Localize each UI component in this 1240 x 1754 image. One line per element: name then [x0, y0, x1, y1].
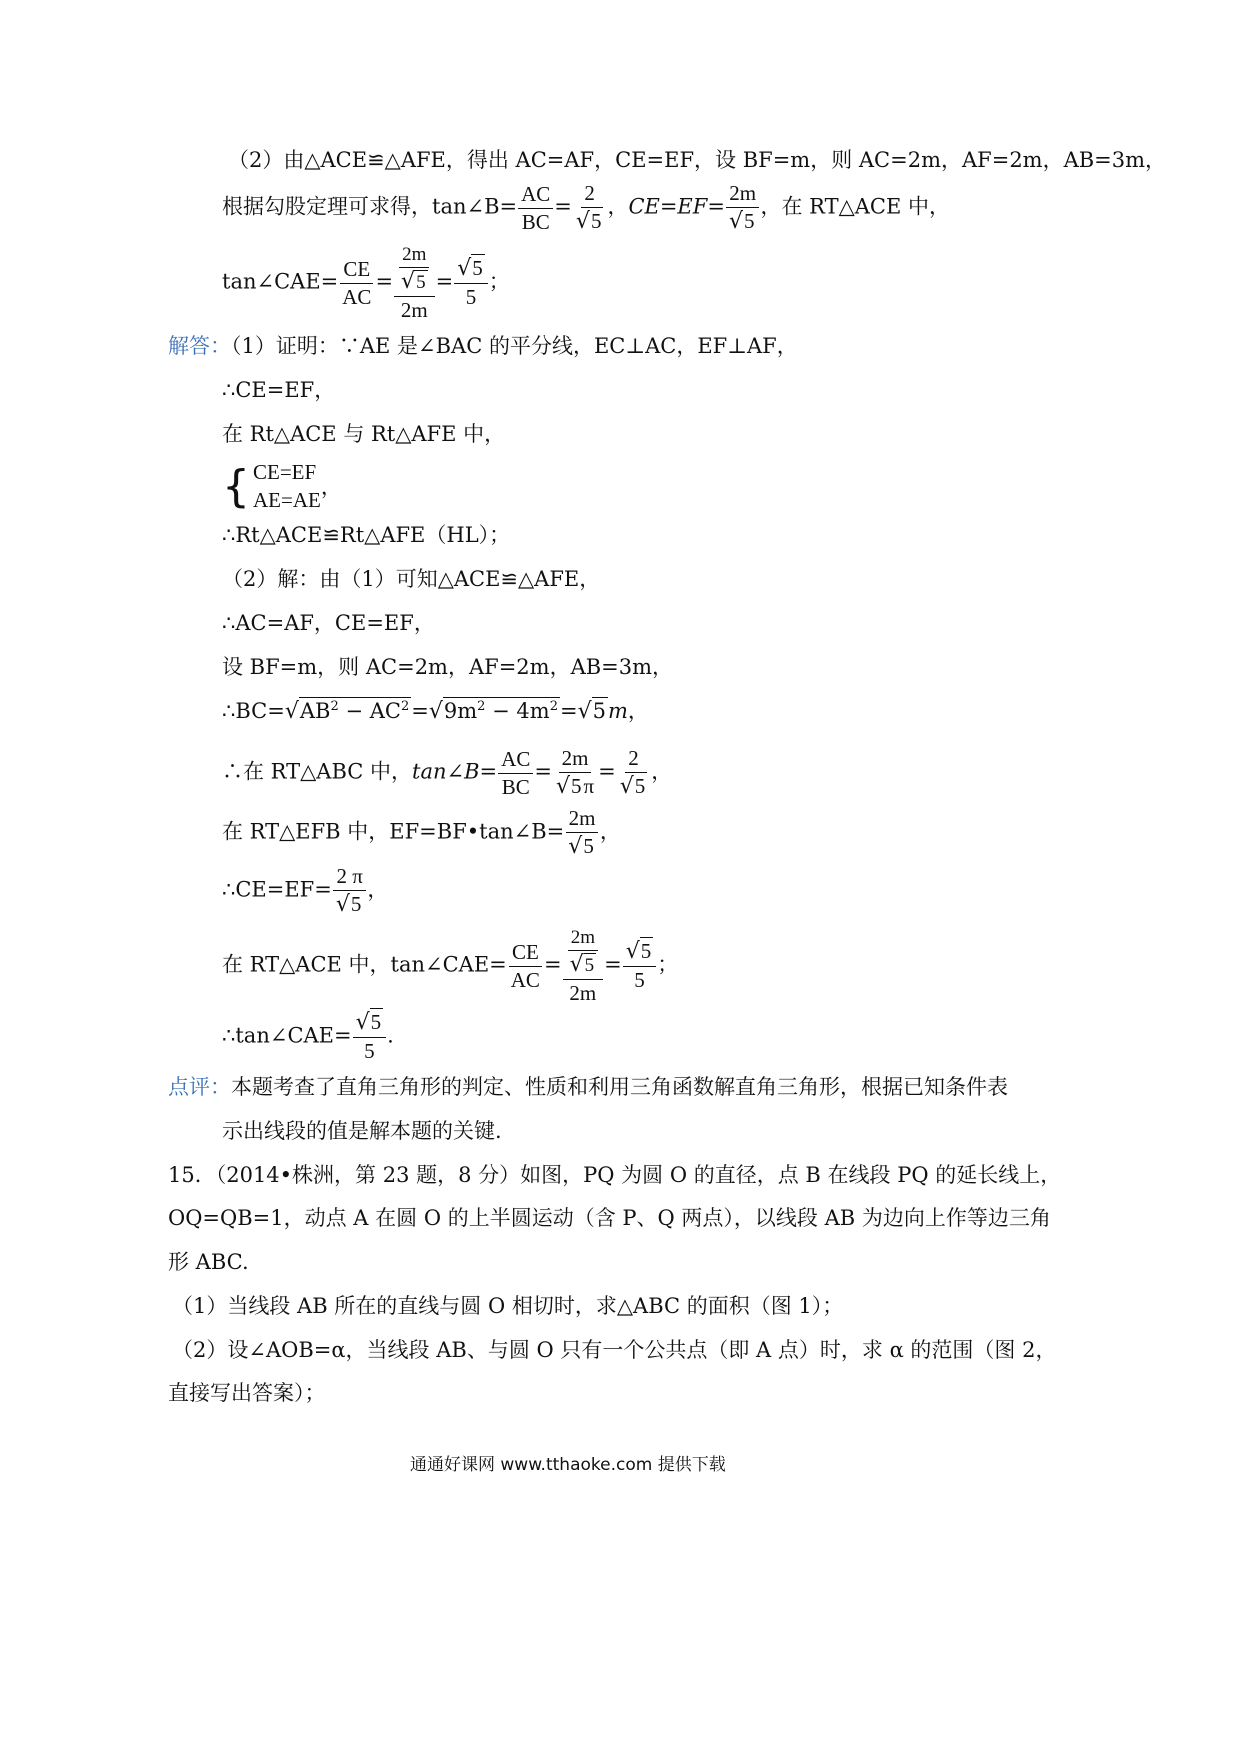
fraction-ac-bc-2: $\frac{AC}{BC}$ [498, 749, 533, 798]
answer-line8-prefix: ∴BC= [222, 699, 285, 723]
analysis-part2-text: 根据勾股定理可求得， [222, 194, 432, 219]
answer-line7: 设 BF=m，则 AC=2m，AF=2m，AB=3m， [222, 655, 674, 679]
analysis-part2-line2: 根据勾股定理可求得，tan∠B= $\frac{AC}{BC}$ = $\frac{2}{√5}$ ，CE=EF= $\frac{2m}{√5}$ ，在 RT△ACE 中， [222, 181, 950, 234]
system-row-1: CE=EF [253, 460, 317, 484]
comment-line2: 示出线段的值是解本题的关键. [222, 1119, 502, 1143]
fraction-ce-ac: $\frac{CE}{AC}$ [342, 256, 372, 309]
answer-line13: ∴tan∠CAE= $\frac{√5}{5}$ . [222, 1010, 394, 1063]
in-rt-ace-text: 在 RT△ACE 中， [781, 194, 950, 219]
fraction-ac-bc: $\frac{AC}{BC}$ [518, 184, 553, 233]
fraction-2-sqrt5: $\frac{2}{√5}$ [575, 181, 602, 234]
fraction-2pi-sqrt5: $\frac{2 \pi}{√5}$ [333, 866, 367, 916]
fraction-2m-sqrt5: $\frac{2m}{√5}$ [726, 183, 760, 233]
fraction-sqrt5-5-b: $\frac{√5}{5}$ [623, 941, 657, 991]
problem15-q2-line2: 直接写出答案）； [168, 1381, 326, 1405]
fraction-complex-2: $\frac{\frac{2m}{√5}}{2m}$ [563, 928, 604, 1004]
fraction-sqrt5-5: $\frac{√5}{5}$ [454, 258, 488, 308]
answer-line9-prefix: ∴在 RT△ABC 中， [222, 759, 413, 784]
comment-label: 点评： [168, 1075, 231, 1099]
system-row-2: AE=AE [253, 488, 321, 513]
answer-line12: 在 RT△ACE 中，tan∠CAE= $\frac{CE}{AC}$ = $\frac{\frac{2m}{√5}}{2m}$ = $\frac{√5}{5}$ ； [222, 927, 679, 1005]
fraction-complex: $\frac{\frac{2m}{√5}}{2m}$ [394, 245, 435, 321]
comment-line1 [168, 1077, 1008, 1098]
answer-line5: （2）解：由（1）可知△ACE≌△AFE， [222, 567, 601, 591]
answer-line2: ∴CE=EF， [222, 378, 336, 402]
answer-label: 解答： [168, 334, 231, 358]
answer-line10: 在 RT△EFB 中，EF=BF•tan∠B= $\frac{2m}{√5}$ ， [222, 806, 621, 859]
answer-line9: ∴在 RT△ABC 中，tan∠B= $\frac{AC}{BC}$ = $\frac{2m}{√5\pi}$ = $\frac{2}{√5}$ ， [222, 746, 673, 799]
answer-line11: ∴CE=EF= $\frac{2 \pi}{√5}$ ， [222, 864, 389, 917]
answer-line11-prefix: ∴CE=EF= [222, 877, 332, 902]
comment-line1-text: 本题考查了直角三角形的判定、性质和利用三角函数解直角三角形，根据已知条件表 [231, 1075, 1008, 1099]
page-footer: 通通好课网 www.tthaoke.com 提供下载 [410, 1455, 726, 1475]
fraction-2m-sqrt5m: $\frac{2m}{√5\pi}$ [555, 746, 595, 799]
answer-line1-text: （1）证明：∵AE 是∠BAC 的平分线，EC⊥AC，EF⊥AF， [231, 334, 798, 358]
answer-line4: ∴Rt△ACE≌Rt△AFE（HL）； [222, 523, 511, 547]
answer-line12-prefix: 在 RT△ACE 中，tan∠CAE= [222, 952, 507, 977]
problem15-q2-line1: （2）设∠AOB=α，当线段 AB、与圆 O 只有一个公共点（即 A 点）时，求 α 的范围（图 2， [172, 1338, 1057, 1362]
problem15-line2: OQ=QB=1，动点 A 在圆 O 的上半圆运动（含 P、Q 两点），以线段 AB 为边向上作等边三角 [168, 1206, 1051, 1230]
equation-system: { CE=EF AE=AE ， [222, 458, 342, 515]
tan-b-label: tan∠B= [432, 194, 518, 219]
answer-line6: ∴AC=AF，CE=EF， [222, 611, 435, 635]
fraction-2m-sqrt5-c: $\frac{2m}{√5}$ [565, 808, 599, 858]
answer-line3: 在 Rt△ACE 与 Rt△AFE 中， [222, 422, 506, 446]
answer-line13-prefix: ∴tan∠CAE= [222, 1023, 352, 1048]
answer-line1 [168, 336, 798, 357]
fraction-2-sqrt5-b: $\frac{2}{√5}$ [619, 746, 646, 799]
tan-cae-label: tan∠CAE= [222, 269, 339, 294]
fraction-ce-ac-2: $\frac{CE}{AC}$ [510, 939, 540, 992]
problem15-line1: 15．（2014•株洲，第 23 题，8 分）如图，PQ 为圆 O 的直径，点 B 在线段 PQ 的延长线上， [168, 1163, 1062, 1187]
problem15-line3: 形 ABC. [168, 1250, 249, 1274]
brace-icon: { [222, 460, 250, 512]
analysis-tan-cae: tan∠CAE= $\frac{CE}{AC}$ = $\frac{\frac{2m}{√5}}{2m}$ = $\frac{√5}{5}$ ； [222, 244, 510, 322]
fraction-sqrt5-5-c: $\frac{√5}{5}$ [353, 1012, 387, 1062]
answer-line8: $\therefore BC=√AB^2 - AC^2=√9m^2 - 4m^2=√5m$， [222, 699, 649, 724]
answer-line10-prefix: 在 RT△EFB 中，EF=BF•tan∠B= [222, 819, 565, 844]
analysis-part2-line1: （2）由△ACE≌△AFE，得出 AC=AF，CE=EF，设 BF=m，则 AC=2m，AF=2m，AB=3m， [228, 148, 1167, 172]
problem15-q1: （1）当线段 AB 所在的直线与圆 O 相切时，求△ABC 的面积（图 1）； [172, 1294, 844, 1318]
